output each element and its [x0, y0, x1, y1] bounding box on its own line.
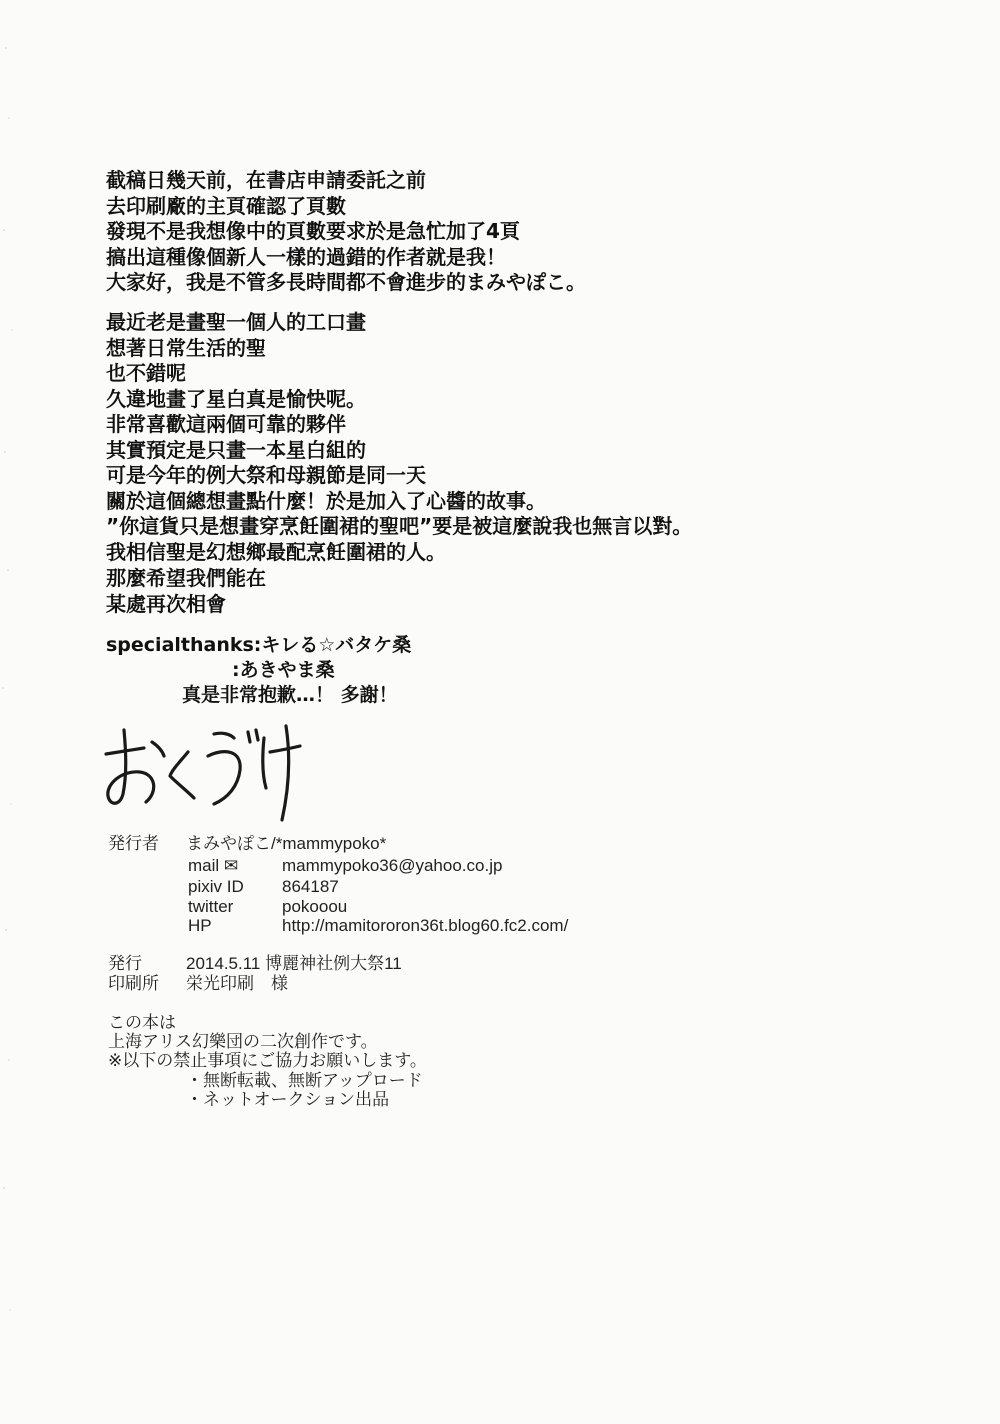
pixiv-value: 864187 [282, 877, 339, 896]
special-thanks-line-3: 真是非常抱歉…！ 多謝！ [182, 684, 398, 706]
text-line: 久違地畫了星白真是愉快呢。 [106, 386, 366, 411]
afterword-paragraph-3 [106, 566, 266, 617]
text-line: 去印刷廠的主頁確認了頁數 [106, 193, 346, 218]
special-thanks-line-2: :あきやま桑 [232, 659, 335, 681]
mail-value: mammypoko36@yahoo.co.jp [282, 856, 503, 875]
publisher-value: まみやぽこ/*mammypoko* [186, 834, 387, 853]
hp-label: HP [188, 916, 212, 935]
text-line: ”你這貨只是想畫穿烹飪圍裙的聖吧”要是被這麼說我也無言以對。 [106, 514, 693, 538]
publisher-label: 発行者 [108, 834, 159, 853]
pixiv-label: pixiv ID [188, 877, 244, 896]
notice-line-3: ※以下の禁止事項にご協力お願いします。 [108, 1051, 427, 1070]
printer-label: 印刷所 [108, 974, 159, 993]
afterword-paragraph-1 [106, 168, 586, 296]
text-line: 那麼希望我們能在 [106, 566, 266, 590]
scan-margin-marks [0, 0, 40, 1424]
text-line: 關於這個總想畫點什麼！於是加入了心醬的故事。 [106, 488, 546, 513]
notice-item-1: ・無断転載、無断アップロード [186, 1071, 423, 1090]
text-line: 搞出這種像個新人一樣的過錯的作者就是我！ [106, 244, 506, 269]
text-line: 大家好，我是不管多長時間都不會進步的まみやぽこ。 [106, 270, 586, 294]
issue-label: 発行 [108, 954, 142, 973]
notice-line-2: 上海アリス幻樂団の二次創作です。 [108, 1032, 378, 1051]
special-thanks-line-1: specialthanks:キレる☆バタケ桑 [106, 634, 412, 656]
text-line: 可是今年的例大祭和母親節是同一天 [106, 463, 426, 487]
text-line: 發現不是我想像中的頁數要求於是急忙加了4頁 [106, 219, 520, 243]
text-line: 最近老是畫聖一個人的工口畫 [106, 310, 366, 334]
mail-label: mail ✉ [188, 856, 239, 875]
text-line: 也不錯呢 [106, 361, 186, 385]
printer-value: 栄光印刷 様 [186, 974, 288, 993]
afterword-paragraph-2 [106, 310, 692, 565]
text-line: 截稿日幾天前，在書店申請委託之前 [106, 168, 426, 192]
text-line: 想著日常生活的聖 [106, 335, 266, 360]
notice-line-1: この本は [108, 1013, 176, 1032]
okuzuke-handwritten-title [96, 712, 306, 827]
twitter-label: twitter [188, 897, 234, 916]
notice-item-2: ・ネットオークション出品 [186, 1090, 390, 1109]
text-line: 某處再次相會 [106, 591, 226, 616]
hp-value: http://mamitororon36t.blog60.fc2.com/ [282, 916, 569, 935]
text-line: 其實預定是只畫一本星白組的 [106, 437, 366, 462]
text-line: 非常喜歡這兩個可靠的夥伴 [106, 412, 346, 436]
text-line: 我相信聖是幻想鄉最配烹飪圍裙的人。 [106, 539, 446, 564]
twitter-value: pokooou [282, 897, 348, 916]
issue-value: 2014.5.11 博麗神社例大祭11 [186, 954, 402, 973]
